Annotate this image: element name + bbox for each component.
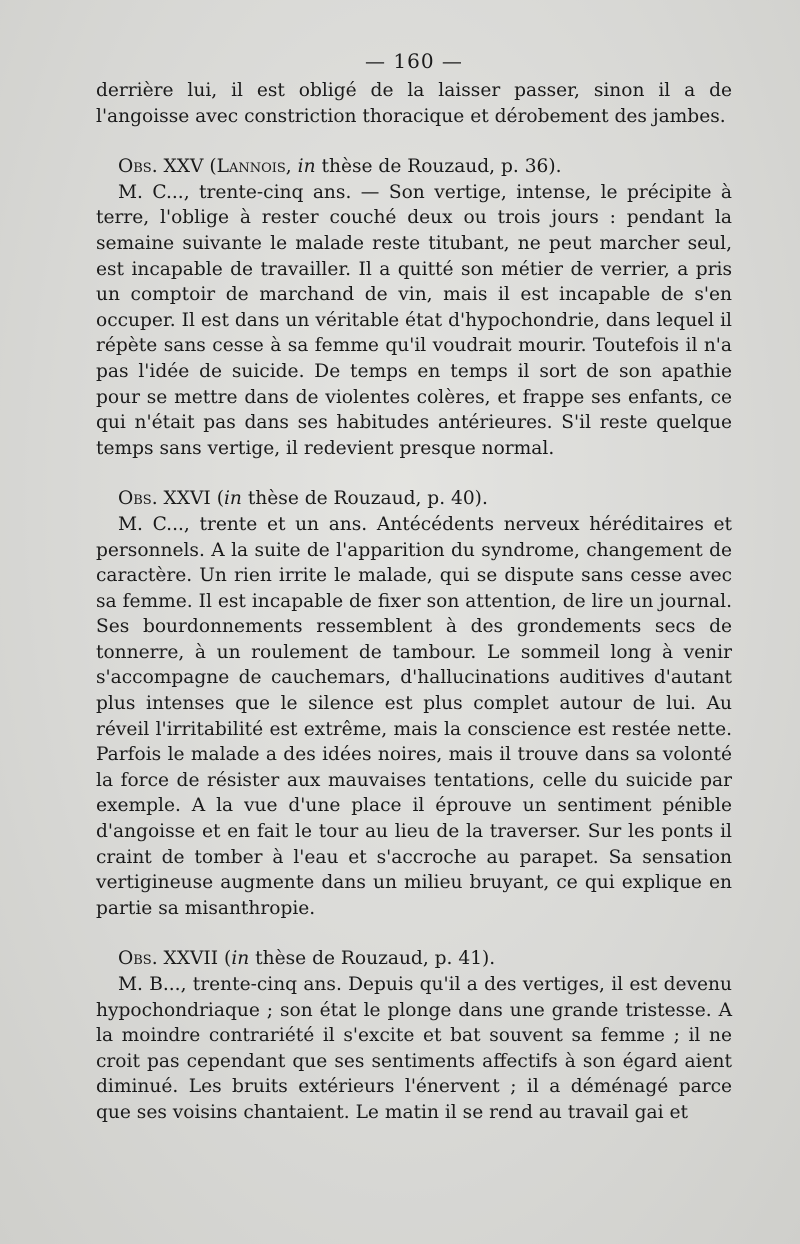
obs-25-in: in — [297, 156, 316, 178]
obs-25-heading — [96, 154, 732, 180]
obs-27-in: in — [231, 948, 250, 970]
page-number: — 160 — — [365, 49, 463, 73]
obs-25-author: Lannois, — [216, 156, 292, 178]
obs-27-body: M. B..., trente-cinq ans. Depuis qu'il a des vertiges, il est devenu hypochondriaque ; son état le plonge dans une grande tristesse. A la moindre contrariété il s'excite et bat souvent sa femme ; il ne croit pas cependant que ses sentiments affectifs à son égard aient diminué. Les bruits extérieurs l'énervent ; il a déménagé parce que ses voisins chantaient. Le matin il se rend au travail gai et — [96, 974, 732, 1123]
obs-26-open-paren: ( — [216, 488, 224, 510]
obs-25-label: Obs. XXV — [118, 156, 204, 178]
obs-25-body: M. C..., trente-cinq ans. — Son vertige, intense, le précipite à terre, l'oblige à rester couché deux ou trois jours : pendant la semaine suivante le malade reste titubant, ne peut marcher seul, est incapable de travailler. Il a quitté son métier de verrier, a pris un comptoir de marchand de vin, mais il est incapable de s'en occuper. Il est dans un véritable état d'hypochondrie, dans lequel il répète sans cesse à sa femme qu'il voudrait mourir. Toutefois il n'a pas l'idée de suicide. De temps en temps il sort de son apathie pour se mettre dans de violentes colères, et frappe ses enfants, ce qui n'était pas dans ses habitudes antérieures. S'il reste quelque temps sans vertige, il redevient presque normal. — [96, 181, 732, 459]
obs-26-ref: thèse de Rouzaud, p. 40). — [247, 488, 488, 510]
obs-27-open-paren: ( — [224, 948, 232, 970]
obs-26-heading — [96, 486, 732, 512]
book-page — [96, 44, 732, 1126]
obs-26-in: in — [223, 488, 242, 510]
obs-26-body: M. C..., trente et un ans. Antécédents nerveux héréditaires et personnels. A la suite de l'apparition du syndrome, changement de caractère. Un rien irrite le malade, qui se dispute sans cesse avec sa femme. Il est incapable de fixer son attention, de lire un journal. Ses bourdonnements ressemblent à des grondements secs de tonnerre, à un roulement de tambour. Le sommeil long à venir s'accompagne de cauchemars, d'hallucinations auditives d'autant plus intenses que le silence est plus complet autour de lui. Au réveil l'irritabilité est extrême, mais la conscience est restée nette. Parfois le malade a des idées noires, mais il trouve dans sa volonté la force de résister aux mauvaises tentations, celle du suicide par exemple. A la vue d'une place il éprouve un sentiment pénible d'angoisse et en fait le tour au lieu de la traverser. Sur les ponts il craint de tomber à l'eau et s'accroche au parapet. Sa sensation vertigineuse augmente dans un milieu bruyant, ce qui explique en partie sa misanthropie. — [96, 513, 732, 919]
obs-27-heading — [96, 946, 732, 972]
continuation-paragraph: derrière lui, il est obligé de la laisser passer, sinon il a de l'angoisse avec constriction thoracique et dérobement des jambes. — [96, 80, 732, 127]
obs-25-open-paren: ( — [209, 156, 217, 178]
obs-27-ref: thèse de Rouzaud, p. 41). — [255, 948, 496, 970]
obs-26-label: Obs. XXVI — [118, 488, 211, 510]
obs-25-ref: thèse de Rouzaud, p. 36). — [321, 156, 562, 178]
obs-27-label: Obs. XXVII — [118, 948, 219, 970]
